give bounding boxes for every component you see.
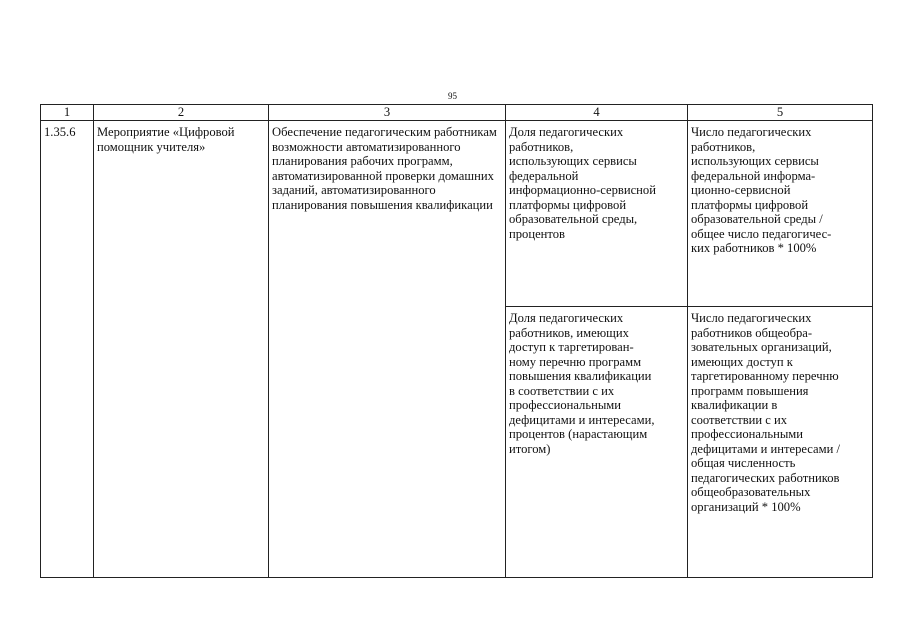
- event-name: Мероприятие «Цифровой помощник учителя»: [97, 125, 235, 154]
- indicator-name-cell: [506, 307, 688, 578]
- item-code-cell: [41, 121, 94, 578]
- indicator-formula-cell: [688, 307, 873, 578]
- indicator-table: [40, 104, 873, 578]
- column-header-5: 5: [688, 105, 873, 121]
- item-code: 1.35.6: [44, 125, 76, 139]
- column-header-2: 2: [94, 105, 269, 121]
- page-number: 95: [448, 91, 457, 101]
- indicator-name: Доля педагогических работников, использующих сервисы федеральной информационно-сервисной платформы цифровой образовательной среды, процентов: [509, 125, 656, 241]
- event-description: Обеспечение педагогическим работникам возможности автоматизированного планирования рабочих программ, автоматизированной проверки домашних заданий, автоматизированного планирования повышения квалификации: [272, 125, 497, 212]
- indicator-name: Доля педагогических работников, имеющих доступ к таргетирован- ному перечню программ повышения квалификации в соответствии с их профессиональными дефицитами и интересами, процентов (нарастающим итогом): [509, 311, 655, 456]
- indicator-formula: Число педагогических работников общеобра- зовательных организаций, имеющих доступ к таргетированному перечню программ повышения квалификации в соответствии с их профессиональными дефицитами и интересами / общая численность педагогических работников общеобразовательных организаций * 100%: [691, 311, 840, 514]
- indicator-name-cell: [506, 121, 688, 307]
- indicator-formula-cell: [688, 121, 873, 307]
- table-row: [41, 121, 873, 307]
- column-header-3: 3: [269, 105, 506, 121]
- table-header-row: [41, 105, 873, 121]
- column-header-1: 1: [41, 105, 94, 121]
- event-description-cell: [269, 121, 506, 578]
- column-header-4: 4: [506, 105, 688, 121]
- event-name-cell: [94, 121, 269, 578]
- indicator-formula: Число педагогических работников, использующих сервисы федеральной информа- ционно-сервисной платформы цифровой образовательной среды / общее число педагогичес- ких работников * 100%: [691, 125, 832, 255]
